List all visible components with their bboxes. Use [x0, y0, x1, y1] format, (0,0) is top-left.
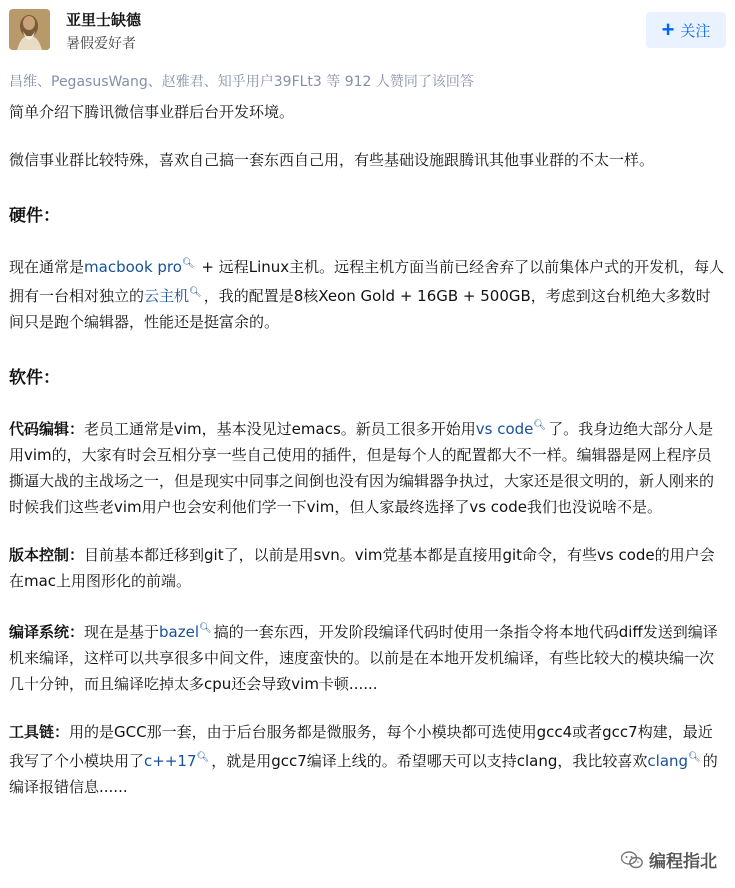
- search-icon[interactable]: 🔍︎: [181, 258, 195, 269]
- text: 搞的一套东西，开发阶段编译代码时使用一条指令将本地代码diff发送到编译机来编译，这样可以共享很多中间文件，速度蛮快的。以前是在本地开发机编译，有些比较大的模块编一次几十分钟，而且编译吃掉太多cpu还会导致vim卡顿......: [9, 623, 718, 693]
- paragraph-toolchain: [9, 719, 725, 800]
- text: + 远程Linux主机。远程主机方面当前已经舍弃了以前集体户式的开发机，每人拥有一台相对独立的: [9, 258, 725, 305]
- avatar-portrait-icon: [9, 9, 50, 50]
- link-cpp17[interactable]: c++17: [144, 752, 197, 770]
- text: 现在是基于: [84, 623, 160, 641]
- label-vcs: 版本控制：: [9, 546, 85, 564]
- link-cloud-host[interactable]: 云主机: [144, 287, 190, 305]
- answer-content: [9, 99, 725, 822]
- follow-button[interactable]: [646, 12, 726, 48]
- wechat-icon: [621, 851, 643, 869]
- paragraph-hardware: [9, 251, 725, 335]
- watermark-text: 编程指北: [649, 852, 717, 872]
- label-editor: 代码编辑：: [9, 420, 85, 438]
- text: 了。我身边绝大部分人是用vim的，大家有时会互相分享一些自己使用的插件，但是每个人的配置都大不一样。编辑器是网上程序员撕逼大战的主战场之一，但是现实中同事之间倒也没有因为编辑器争执过，大家还是很文明的，新人刚来的时候我们这些老vim用户也会安利他们学一下vim，但人家最终选择了vs code我们也没说啥不是。: [9, 420, 715, 516]
- avatar[interactable]: [9, 9, 50, 50]
- label-build: 编译系统：: [9, 623, 85, 641]
- plus-icon: +: [661, 17, 675, 42]
- author-name[interactable]: 亚里士缺德: [66, 11, 142, 29]
- paragraph-editor: [9, 413, 725, 520]
- heading-hardware: 硬件：: [9, 206, 60, 226]
- search-icon[interactable]: 🔍︎: [196, 752, 210, 763]
- search-icon[interactable]: 🔍︎: [189, 287, 202, 298]
- search-icon[interactable]: 🔍︎: [199, 623, 212, 634]
- text: 用的是GCC那一套，由于后台服务都是微服务，每个小模块都可选使用gcc4或者gcc7构建，最近我写了个小模块用了: [9, 723, 713, 770]
- text: 老员工通常是vim，基本没见过emacs。新员工很多开始用: [84, 420, 476, 438]
- label-toolchain: 工具链：: [9, 723, 70, 741]
- text: 目前基本都迁移到git了，以前是用svn。vim党基本都是直接用git命令，有些vs code的用户会在mac上用图形化的前端。: [9, 546, 715, 590]
- text: ，我的配置是8核Xeon Gold + 16GB + 500GB，考虑到这台机绝大多数时间只是跑个编辑器，性能还是挺富余的。: [9, 287, 711, 331]
- search-icon[interactable]: 🔍︎: [533, 420, 547, 431]
- heading-software: 软件：: [9, 368, 60, 388]
- search-icon[interactable]: 🔍︎: [688, 752, 701, 763]
- follow-label: 关注: [680, 22, 711, 40]
- author-bio: 暑假爱好者: [66, 36, 136, 52]
- paragraph-vcs: [9, 542, 725, 594]
- voters-line[interactable]: 昌维、PegasusWang、赵雅君、知乎用户39FLt3 等 912 人赞同了该回答: [9, 74, 474, 90]
- author-header: [9, 9, 726, 53]
- link-vs-code[interactable]: vs code: [475, 420, 534, 438]
- paragraph-wechat: 微信事业群比较特殊，喜欢自己搞一套东西自己用，有些基础设施跟腾讯其他事业群的不太一样。: [9, 151, 655, 169]
- paragraph-intro: 简单介绍下腾讯微信事业群后台开发环境。: [9, 103, 295, 121]
- text: ，就是用gcc7编译上线的。希望哪天可以支持clang，我比较喜欢: [211, 752, 648, 770]
- text: 的编译报错信息......: [9, 752, 718, 796]
- text: 现在通常是: [9, 258, 85, 276]
- paragraph-build: [9, 616, 725, 697]
- link-macbook-pro[interactable]: macbook pro: [84, 258, 182, 276]
- watermark: [621, 847, 717, 872]
- link-clang[interactable]: clang: [647, 752, 689, 770]
- link-bazel[interactable]: bazel: [159, 623, 200, 641]
